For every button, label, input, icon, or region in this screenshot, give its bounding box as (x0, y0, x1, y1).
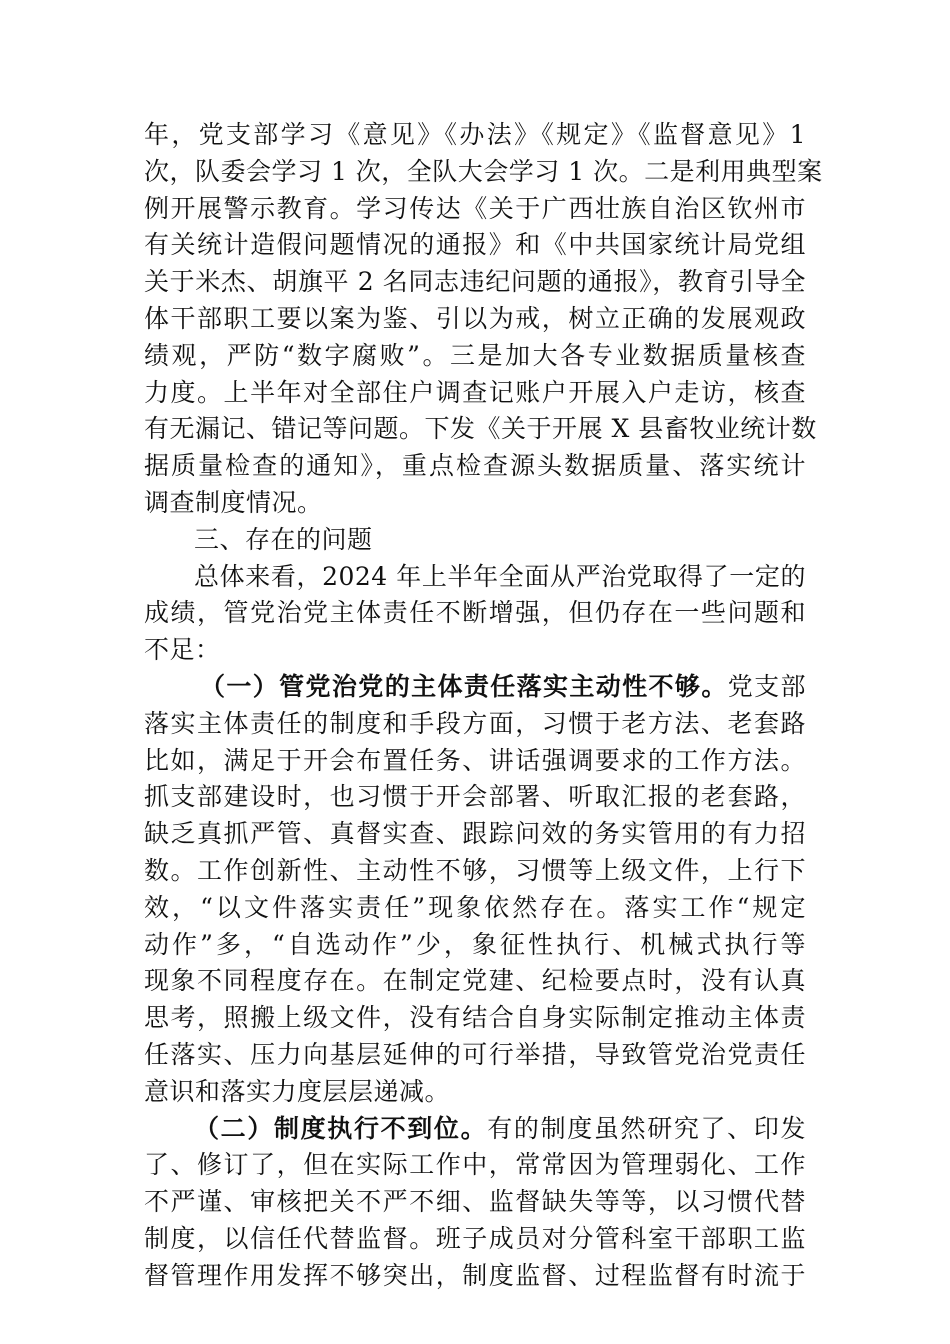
text-line: 力度。上半年对全部住户调查记账户开展入户走访，核查 (144, 377, 806, 407)
text-line: 次，队委会学习 1 次，全队大会学习 1 次。二是利用典型案 (144, 156, 823, 186)
item-1-title: （一）管党治党的主体责任落实主动性不够。 (200, 671, 728, 701)
item-2-first-line (144, 1111, 806, 1148)
text-line: 落实主体责任的制度和手段方面，习惯于老方法、老套路 (144, 708, 806, 738)
text-line: 制度，以信任代替监督。班子成员对分管科室干部职工监 (144, 1223, 806, 1253)
text-line: 缺乏真抓严管、真督实查、跟踪问效的务实管用的有力招 (144, 819, 806, 849)
item-1-paragraph (144, 669, 806, 1111)
item-1-first-line-rest: 党支部 (727, 671, 806, 701)
section-heading: 三、存在的问题 (194, 524, 373, 554)
text-line: 了、修订了，但在实际工作中，常常因为管理弱化、工作 (144, 1150, 806, 1180)
text-line: 现象不同程度存在。在制定党建、纪检要点时，没有认真 (144, 966, 806, 996)
text-line: 抓支部建设时，也习惯于开会部署、听取汇报的老套路， (144, 782, 806, 812)
text-line: 据质量检查的通知》，重点检查源头数据质量、落实统计 (144, 451, 806, 481)
paragraph-continued (144, 117, 823, 522)
text-line: 调查制度情况。 (144, 487, 323, 517)
text-line: 绩观，严防“数字腐败”。三是加大各专业数据质量核查 (144, 340, 806, 370)
text-line: 数。工作创新性、主动性不够，习惯等上级文件，上行下 (144, 855, 806, 885)
text-line: 体干部职工要以案为鉴、引以为戒，树立正确的发展观政 (144, 303, 806, 333)
text-line: 动作”多，“自选动作”少，象征性执行、机械式执行等 (144, 929, 806, 959)
text-line: 成绩，管党治党主体责任不断增强，但仍存在一些问题和 (144, 598, 806, 628)
text-line: 例开展警示教育。学习传达《关于广西壮族自治区钦州市 (144, 193, 806, 223)
text-line: 督管理作用发挥不够突出，制度监督、过程监督有时流于 (144, 1260, 806, 1290)
text-line: 意识和落实力度层层递减。 (144, 1076, 451, 1106)
item-1-first-line (144, 669, 806, 706)
text-line: 有关统计造假问题情况的通报》和《中共国家统计局党组 (144, 230, 806, 260)
text-line: 比如，满足于开会布置任务、讲话强调要求的工作方法。 (144, 745, 806, 775)
text-line: 不足： (144, 635, 221, 665)
text-line: 总体来看，2024 年上半年全面从严治党取得了一定的 (194, 561, 806, 591)
text-line: 有无漏记、错记等问题。下发《关于开展 X 县畜牧业统计数 (144, 414, 817, 444)
intro-paragraph (144, 559, 806, 669)
text-line: 不严谨、审核把关不严不细、监督缺失等等，以习惯代替 (144, 1187, 806, 1217)
document-page (144, 117, 823, 1295)
item-2-title: （二）制度执行不到位。 (194, 1113, 488, 1143)
text-line: 思考，照搬上级文件，没有结合自身实际制定推动主体责 (144, 1003, 806, 1033)
text-line: 任落实、压力向基层延伸的可行举措，导致管党治党责任 (144, 1039, 806, 1069)
text-line: 效，“以文件落实责任”现象依然存在。落实工作“规定 (144, 892, 806, 922)
text-line: 年，党支部学习《意见》《办法》《规定》《监督意见》1 (144, 120, 806, 149)
item-2-first-line-rest: 有的制度虽然研究了、印发 (487, 1113, 806, 1143)
text-line: 关于米杰、胡旗平 2 名同志违纪问题的通报》，教育引导全 (144, 267, 806, 297)
item-2-paragraph (144, 1111, 806, 1295)
